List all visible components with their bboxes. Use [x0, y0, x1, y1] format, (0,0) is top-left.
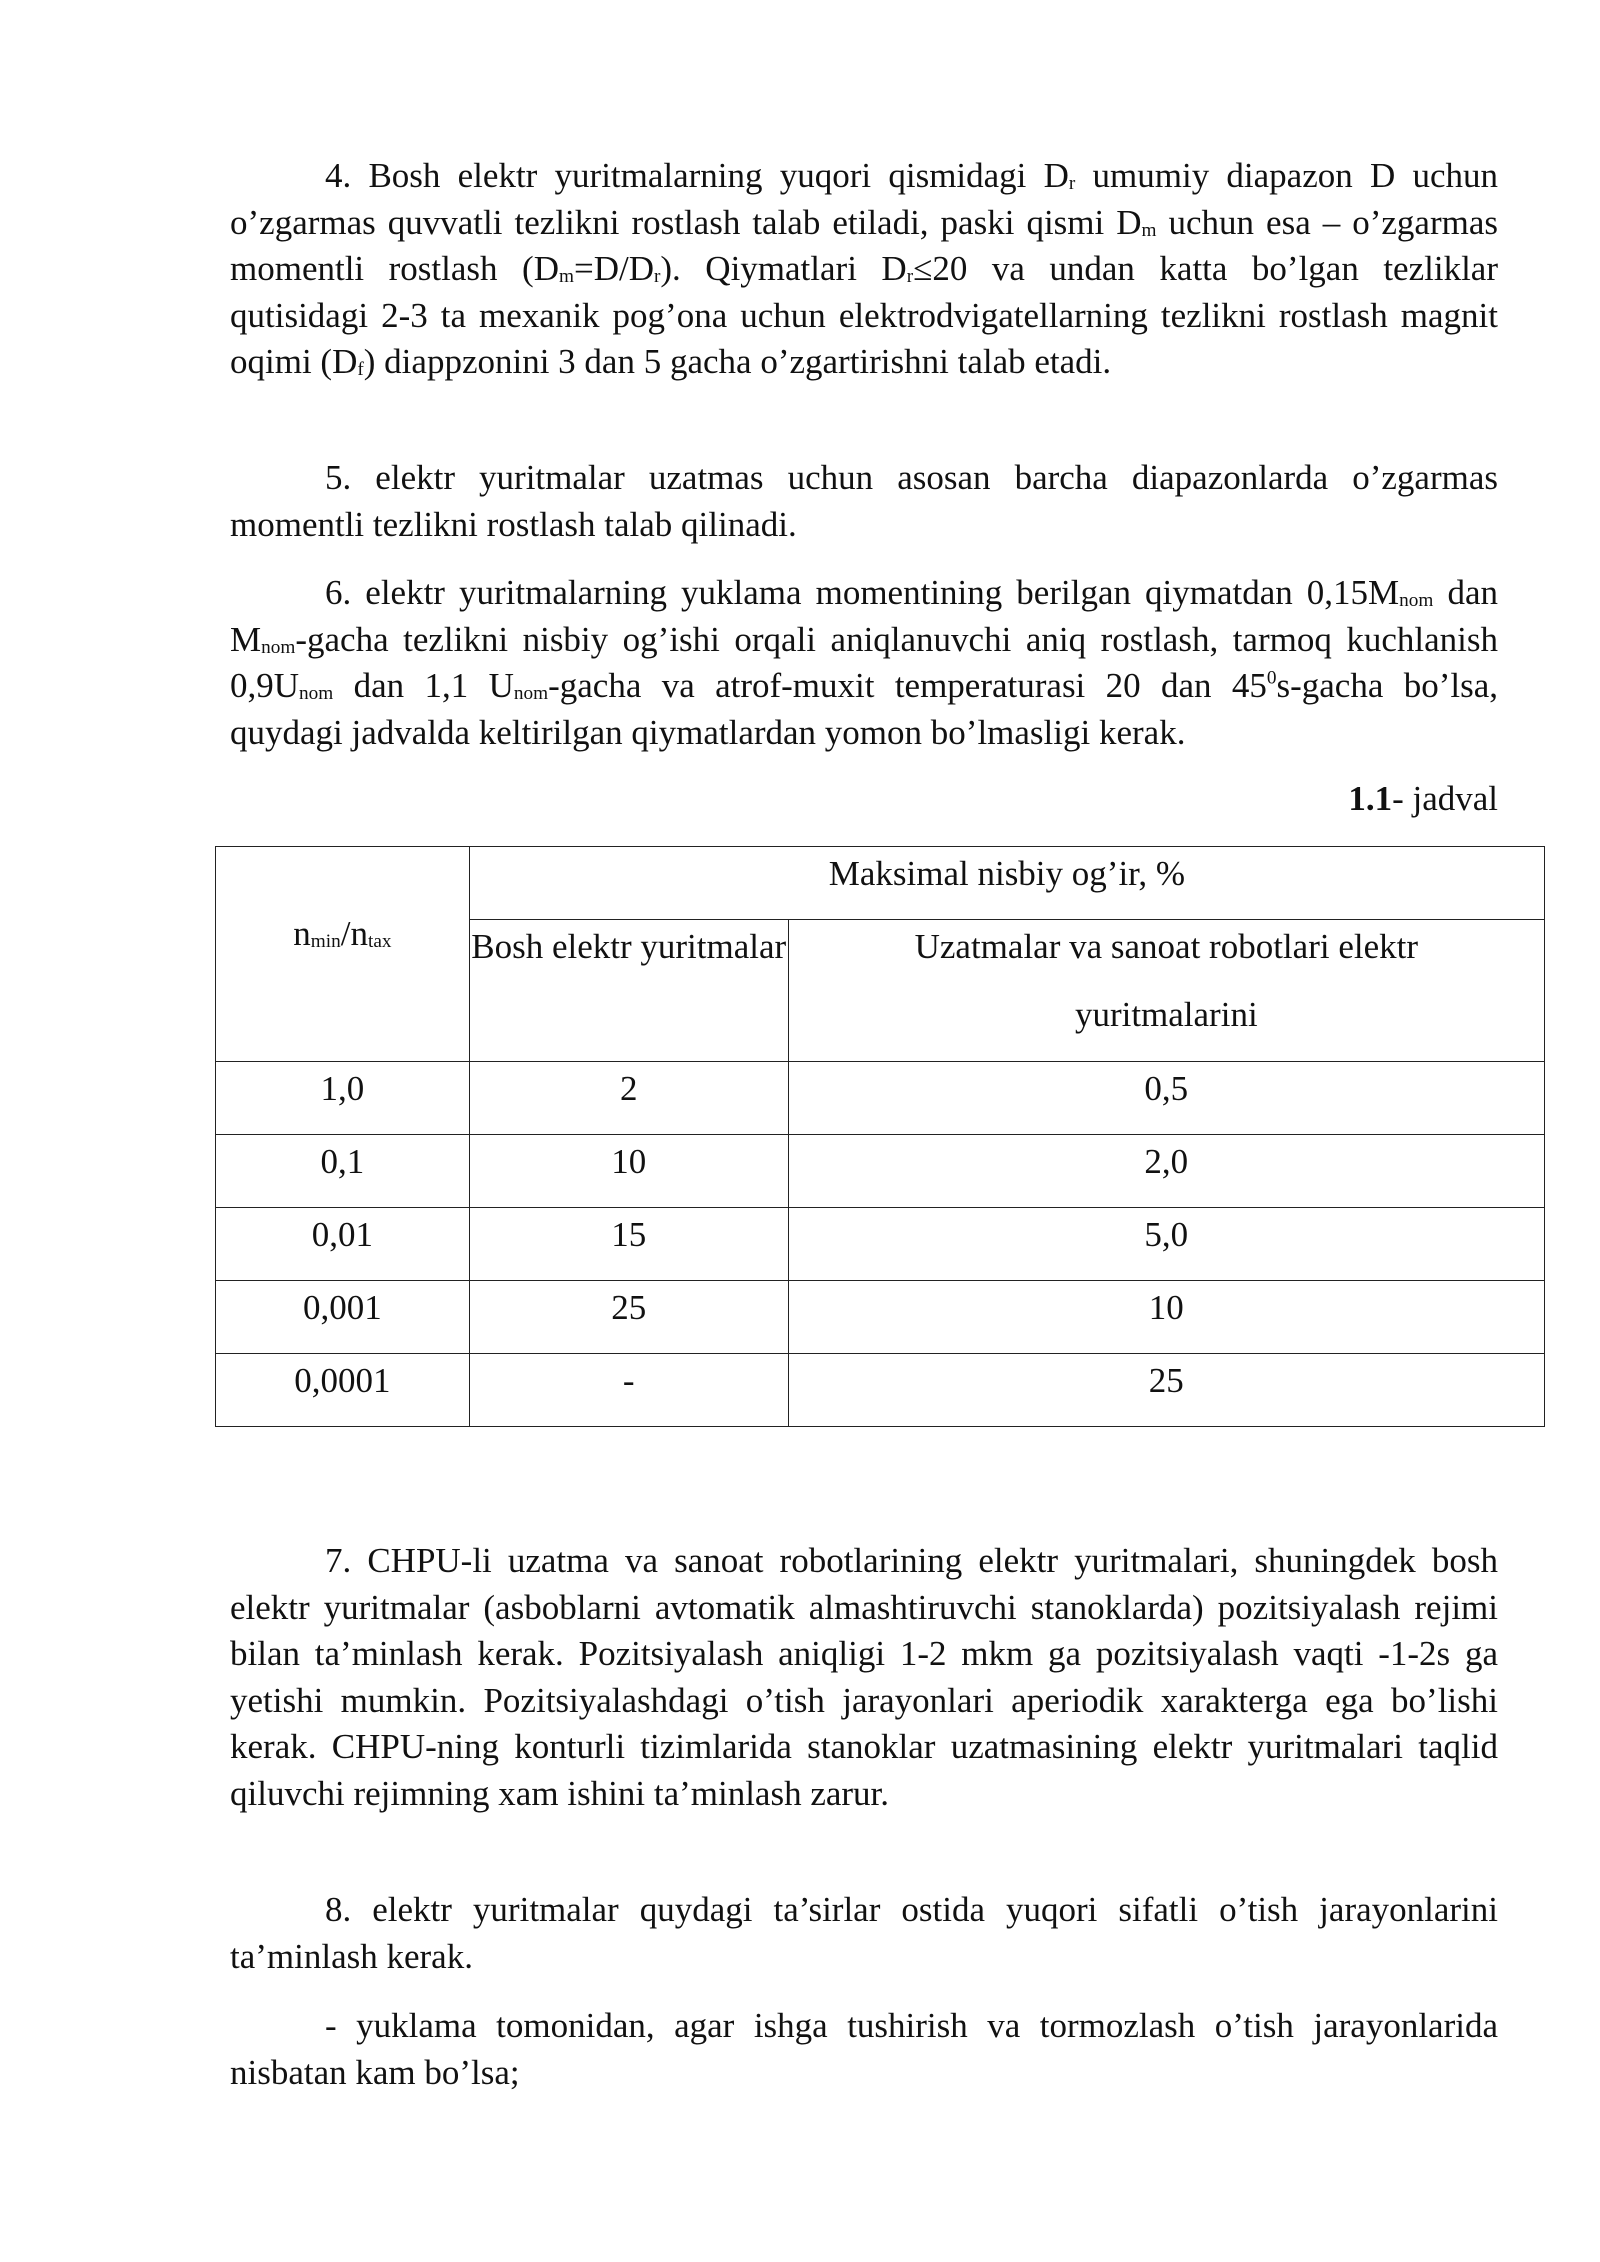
p4-text-b: umumiy diapazon D uchun o’zgarmas quvvatli tezlikni rostlash talab etiladi, paski qismi D: [230, 156, 1498, 242]
cell-ratio: 1,0: [216, 1062, 470, 1135]
paragraph-5: [230, 455, 1498, 548]
cell-feed: 2,0: [788, 1135, 1544, 1208]
cell-ratio: 0,001: [216, 1281, 470, 1354]
p6-text-f: s-gacha bo’lsa, quydagi jadvalda keltirilgan qiymatlardan yomon bo’lmasligi kerak.: [230, 666, 1498, 752]
p5-text: 5. elektr yuritmalar uzatmas uchun asosan barcha diapazonlarda o’zgarmas momentli tezlikni rostlash talab qilinadi.: [230, 458, 1498, 544]
p6-sub-c: nom: [299, 682, 334, 704]
table-col2-header: [788, 920, 1544, 1062]
p4-sub-f: f: [357, 358, 364, 380]
paragraph-4: [230, 153, 1498, 386]
corner-n1: n: [293, 914, 311, 953]
p4-text-g: ) diappzonini 3 dan 5 gacha o’zgartirishni talab etadi.: [363, 342, 1112, 381]
cell-ratio: 0,0001: [216, 1354, 470, 1427]
p6-text-a: 6. elektr yuritmalarning yuklama momentining berilgan qiymatdan 0,15M: [325, 573, 1400, 612]
p4-text-d: =D/D: [573, 249, 654, 288]
table-caption: [1348, 776, 1498, 822]
paragraph-8: [230, 1887, 1498, 1980]
cell-main: 25: [469, 1281, 788, 1354]
table-row: [216, 1062, 1545, 1135]
paragraph-9: [230, 2003, 1498, 2096]
paragraph-6: [230, 570, 1498, 756]
cell-feed: 0,5: [788, 1062, 1544, 1135]
paragraph-7: [230, 1538, 1498, 1817]
p6-sub-b: nom: [261, 636, 296, 658]
p4-sub-c: m: [558, 265, 574, 287]
p4-text-a: 4. Bosh elektr yuritmalarning yuqori qismidagi D: [325, 156, 1069, 195]
cell-main: 10: [469, 1135, 788, 1208]
p6-text-c: -gacha tezlikni nisbiy og’ishi orqali aniqlanuvchi aniq rostlash, tarmoq kuchlanish 0,9U: [230, 619, 1498, 705]
p7-text: 7. CHPU-li uzatma va sanoat robotlarining elektr yuritmalari, shuningdek bosh elektr yuritmalar (asboblarni avtomatik almashtiruvchi stanoklarda) pozitsiyalash rejimi bilan ta’minlash kerak. Pozitsiyalash aniqligi 1-2 mkm ga pozitsiyalash vaqti -1-2s ga yetishi mumkin. Pozitsiyalashdagi o’tish jarayonlari aperiodik xarakterga ega bo’lishi kerak. CHPU-ning konturli tizimlarida stanoklar uzatmasining elektr yuritmalari taqlid qiluvchi rejimning xam ishini ta’minlash zarur.: [230, 1541, 1498, 1813]
table-row: [216, 1281, 1545, 1354]
table-caption-label: - jadval: [1392, 779, 1498, 818]
col2-header-line1: Uzatmalar va sanoat robotlari elektr: [914, 927, 1418, 966]
p4-sub-a: r: [1068, 172, 1076, 194]
cell-main: 15: [469, 1208, 788, 1281]
col2-header-line2: yuritmalarini: [1074, 995, 1258, 1034]
table-row: [216, 1208, 1545, 1281]
p9-text: - yuklama tomonidan, agar ishga tushirish va tormozlash o’tish jarayonlarida nisbatan kam bo’lsa;: [230, 2006, 1498, 2092]
cell-feed: 10: [788, 1281, 1544, 1354]
table-group-header: Maksimal nisbiy og’ir, %: [469, 847, 1544, 920]
cell-feed: 5,0: [788, 1208, 1544, 1281]
table-corner-header: [216, 847, 470, 1062]
p6-text-d: dan 1,1 U: [333, 666, 514, 705]
p8-text: 8. elektr yuritmalar quydagi ta’sirlar ostida yuqori sifatli o’tish jarayonlarini ta’minlash kerak.: [230, 1890, 1498, 1976]
p4-sub-e: r: [906, 265, 914, 287]
p6-text-b: dan M: [230, 573, 1498, 659]
table-row: [216, 1135, 1545, 1208]
table-col1-header: Bosh elektr yuritmalar: [469, 920, 788, 1062]
p6-sup-e: 0: [1266, 667, 1277, 689]
data-table: [215, 846, 1545, 1427]
p4-sub-b: m: [1141, 219, 1157, 241]
p6-sub-a: nom: [1399, 589, 1434, 611]
p4-sub-d: r: [653, 265, 661, 287]
cell-main: 2: [469, 1062, 788, 1135]
p6-sub-d: nom: [513, 682, 549, 704]
corner-n1-sub: min: [310, 930, 341, 952]
cell-main: -: [469, 1354, 788, 1427]
cell-ratio: 0,1: [216, 1135, 470, 1208]
table-row: [216, 1354, 1545, 1427]
p4-text-f: ≤20 va undan katta bo’lgan tezliklar qutisidagi 2-3 ta mexanik pog’ona uchun elektrodvigatellarning tezlikni rostlash magnit oqimi (D: [230, 249, 1498, 381]
cell-feed: 25: [788, 1354, 1544, 1427]
p6-text-e: -gacha va atrof-muxit temperaturasi 20 dan 45: [548, 666, 1267, 705]
p4-text-c: uchun esa – o’zgarmas momentli rostlash (D: [230, 202, 1498, 288]
corner-slash: /n: [340, 914, 368, 953]
cell-ratio: 0,01: [216, 1208, 470, 1281]
corner-n2-sub: tax: [367, 930, 392, 952]
p4-text-e: ). Qiymatlari D: [660, 249, 907, 288]
table-caption-number: 1.1: [1348, 779, 1393, 818]
